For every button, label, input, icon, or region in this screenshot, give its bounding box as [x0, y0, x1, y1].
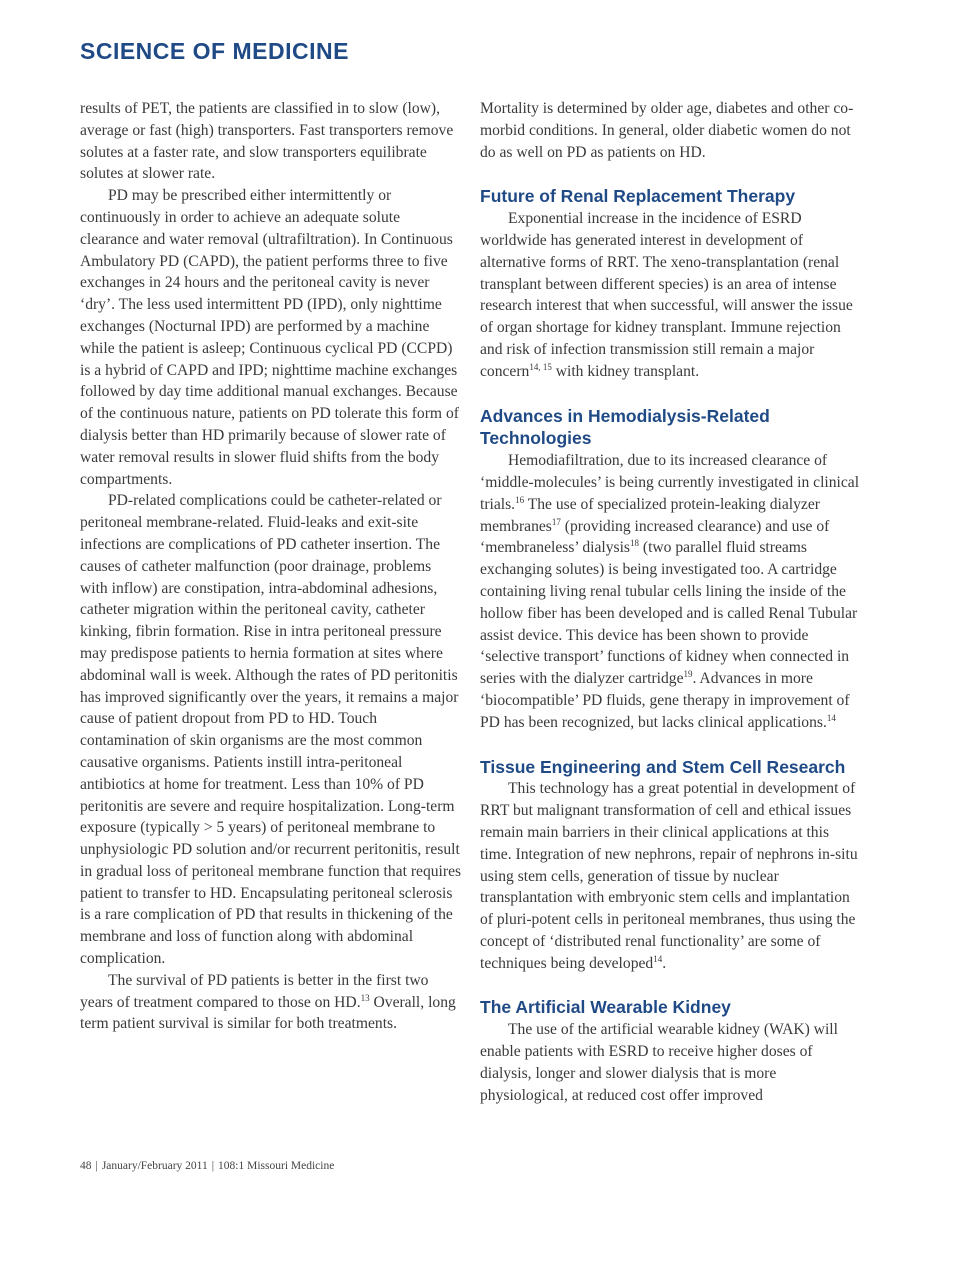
- section-title: SCIENCE OF MEDICINE: [80, 38, 349, 64]
- paragraph-text: .: [662, 954, 667, 972]
- body-paragraph: [480, 450, 862, 733]
- page-footer: [80, 1160, 334, 1172]
- section-heading-artificial-kidney: The Artificial Wearable Kidney: [480, 997, 731, 1018]
- paragraph-text: Hemodiafiltration, due to its increased clearance of ‘middle-molecules’ is being currently investigated in clinical trials.: [480, 452, 860, 513]
- issue-date: January/February 2011: [101, 1160, 208, 1172]
- body-paragraph: [480, 208, 862, 382]
- reference-superscript: 14, 15: [529, 361, 552, 372]
- right-column: [480, 98, 862, 1106]
- page-number: 48: [80, 1160, 92, 1172]
- reference-superscript: 17: [551, 516, 561, 527]
- paragraph-text: The use of specialized protein-leaking dialyzer membranes: [480, 495, 820, 535]
- reference-superscript: 14: [653, 953, 663, 964]
- left-column: [80, 98, 462, 1035]
- body-paragraph: PD-related complications could be catheter-related or peritoneal membrane-related. Fluid-leaks and exit-site infections are complications of PD catheter insertion. The causes of catheter malfunction (poor drainage, problems with inflow) are constipation, intra-abdominal adhesions, catheter migration within the peritoneal cavity, catheter kinking, fibrin formation. Rise in intra peritoneal pressure may predispose patients to hernia formation at sites where abdominal wall is week. Although the rates of PD peritonitis has improved significantly over the years, it remains a major cause of patient dropout from PD to HD. Touch contamination of skin organisms are the most common causative organisms. Patients instill intra-peritoneal antibiotics at home for treatment. Less than 10% of PD peritonitis are severe and require hospitalization. Long-term exposure (typically > 5 years) of peritoneal membrane to unphysiologic PD solution and/or recurrent peritonitis, result in gradual loss of peritoneal membrane function that requires patient to transfer to HD. Encapsulating peritoneal sclerosis is a rare complication of PD that results in thickening of the membrane and loss of function along with abdominal complication.: [80, 492, 462, 968]
- paragraph-text: The survival of PD patients is better in the first two years of treatment compared to those on HD.: [80, 971, 429, 1011]
- reference-superscript: 19: [683, 669, 693, 680]
- body-paragraph: results of PET, the patients are classified in to slow (low), average or fast (high) transporters. Fast transporters remove solutes at a faster rate, and slow transporters equilibrate solutes at slower rate.: [80, 100, 454, 183]
- body-paragraph: The use of the artificial wearable kidney (WAK) will enable patients with ESRD to receive higher doses of dialysis, longer and slower dialysis that is more physiological, at reduced cost offer improved: [480, 1021, 838, 1104]
- body-paragraph: PD may be prescribed either intermittently or continuously in order to achieve an adequate solute clearance and water removal (ultrafiltration). In Continuous Ambulatory PD (CAPD), the patient performs three to five exchanges in 24 hours and the peritoneal cavity is never ‘dry’. The less used intermittent PD (IPD), only nighttime exchanges (Nocturnal IPD) are performed by a machine while the patient is asleep; Continuous cyclical PD (CCPD) is a hybrid of CAPD and IPD; nighttime machine exchanges followed by day time additional manual exchanges. Because of the continuous nature, patients on PD tolerate this form of dialysis better than HD primarily because of slower rate of water removal results in slower fluid shifts from the body compartments.: [80, 187, 459, 488]
- footer-separator: |: [211, 1160, 215, 1172]
- section-heading-hemodialysis: Advances in Hemodialysis-Related Technologies: [480, 405, 770, 449]
- body-paragraph: [480, 778, 862, 974]
- body-paragraph: Mortality is determined by older age, diabetes and other co-morbid conditions. In general, older diabetic women do not do as well on PD as patients on HD.: [480, 100, 854, 161]
- paragraph-text: (two parallel fluid streams exchanging solutes) is being investigated too. A cartridge containing living renal tubular cells lining the inside of the hollow fiber has been developed and is called Renal Tubular assist device. This device has been shown to provide ‘selective transport’ functions of kidney when connected in series with the dialyzer cartridge: [480, 539, 858, 688]
- footer-separator: |: [95, 1160, 98, 1172]
- reference-superscript: 13: [360, 992, 370, 1003]
- paragraph-text: with kidney transplant.: [551, 362, 700, 380]
- paragraph-text: This technology has a great potential in development of RRT but malignant transformation of cell and ethical issues remain main barriers in their clinical applications at this time. Integration of new nephrons, repair of nephrons in-situ using stem cells, generation of tissue by nuclear transplantation with embryonic stem cells and implantation of pluri-potent cells in peritoneal membranes, thus using the concept of ‘distributed renal functionality’ are some of techniques being developed: [480, 780, 858, 972]
- section-heading-tissue-engineering: Tissue Engineering and Stem Cell Research: [480, 756, 846, 777]
- reference-superscript: 16: [515, 494, 525, 505]
- paragraph-text: . Advances in more ‘biocompatible’ PD fluids, gene therapy in improvement of PD has been recognized, but lacks clinical applications.: [480, 670, 850, 731]
- paragraph-text: (providing increased clearance) and use of ‘membraneless’ dialysis: [480, 517, 830, 557]
- section-heading-future-rrt: Future of Renal Replacement Therapy: [480, 186, 796, 207]
- body-paragraph: [80, 970, 462, 1035]
- reference-superscript: 18: [629, 538, 639, 549]
- paragraph-text: Overall, long term patient survival is similar for both treatments.: [80, 993, 456, 1033]
- journal-volume: 108:1 Missouri Medicine: [218, 1160, 335, 1172]
- paragraph-text: Exponential increase in the incidence of ESRD worldwide has generated interest in development of alternative forms of RRT. The xeno-transplantation (renal transplant between different species) is an area of intense research interest that when successful, will answer the issue of organ shortage for kidney transplant. Immune rejection and risk of infection transmission still remain a major concern: [480, 210, 853, 380]
- reference-superscript: 14: [826, 712, 836, 723]
